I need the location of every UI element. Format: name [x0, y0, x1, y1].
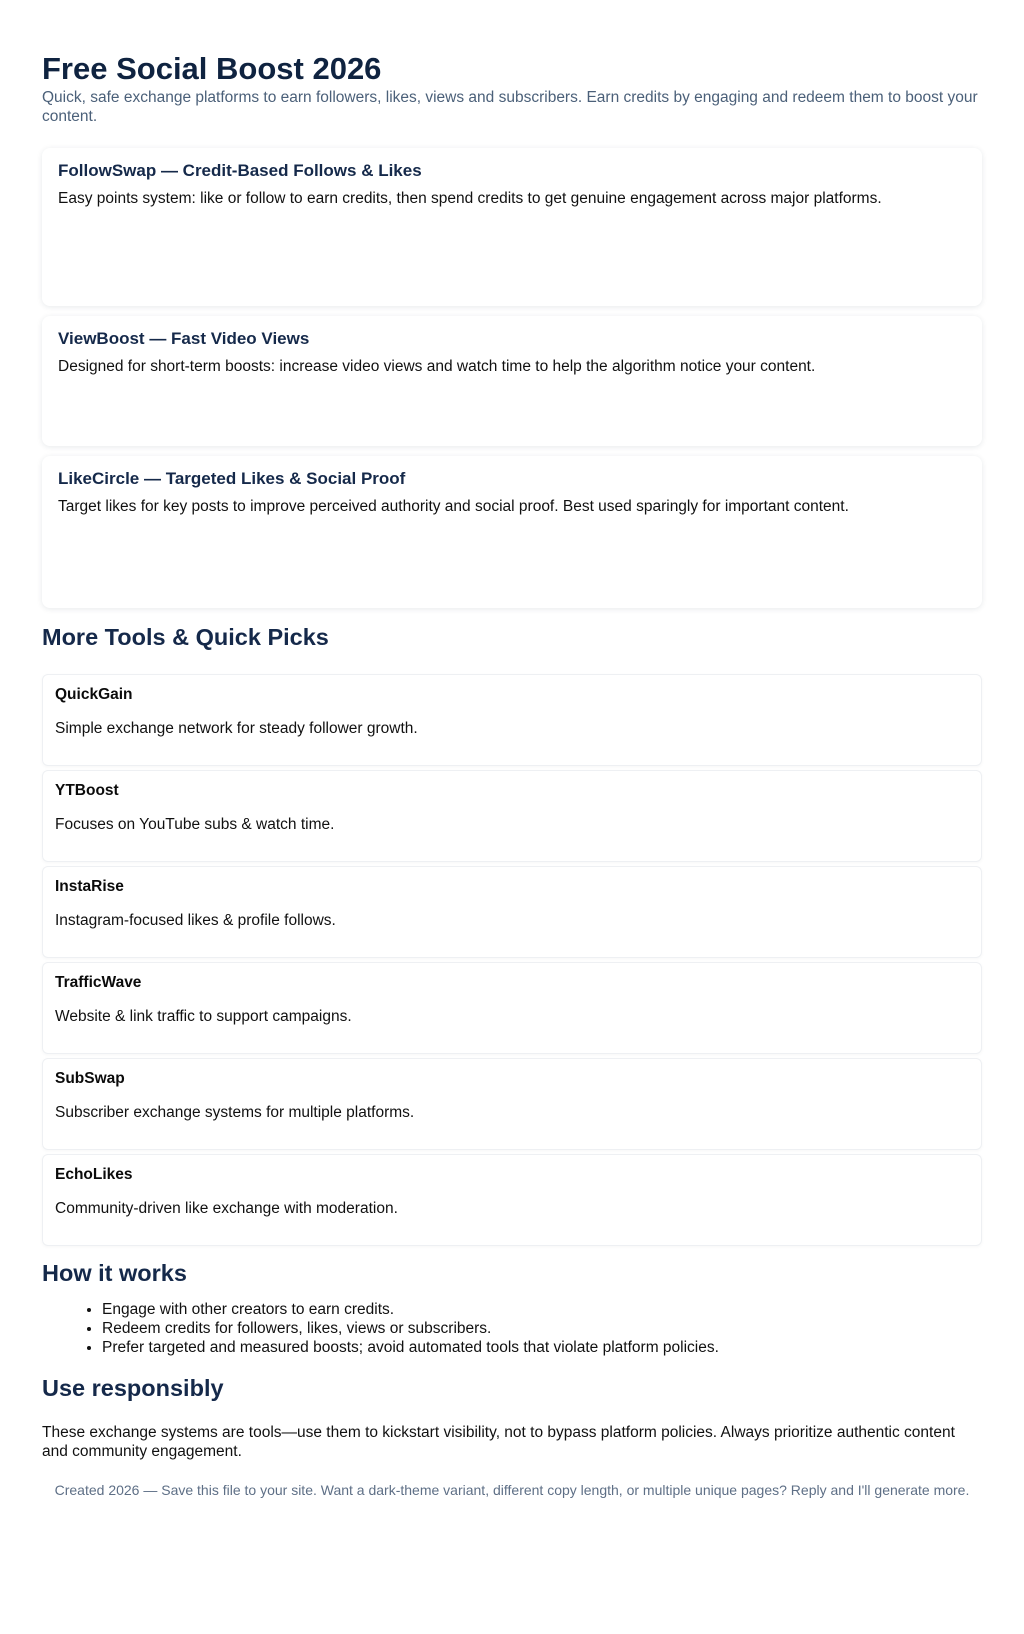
tool-name: TrafficWave: [55, 974, 142, 991]
tool-name: InstaRise: [55, 878, 124, 895]
tool-item-echolikes[interactable]: [42, 1154, 982, 1246]
tool-item-subswap[interactable]: [42, 1058, 982, 1150]
tool-item-quickgain[interactable]: [42, 674, 982, 766]
featured-card-title: LikeCircle — Targeted Likes & Social Proof: [58, 469, 406, 488]
tool-item-ytboost[interactable]: [42, 770, 982, 862]
featured-card-followswap[interactable]: [42, 148, 982, 306]
featured-card-viewboost[interactable]: [42, 316, 982, 446]
steps-list: [42, 1300, 982, 1357]
more-tools-heading: More Tools & Quick Picks: [42, 624, 329, 650]
page-footer: [42, 1481, 982, 1499]
tool-name: SubSwap: [55, 1070, 125, 1087]
more-tools-section: [42, 622, 982, 1246]
tool-name: QuickGain: [55, 686, 133, 703]
how-it-works-heading: How it works: [42, 1260, 187, 1286]
tool-description: Community-driven like exchange with moderation.: [55, 1200, 398, 1217]
use-responsibly-text: These exchange systems are tools—use them to kickstart visibility, not to bypass platform policies. Always prioritize authentic content and community engagement.: [42, 1424, 955, 1460]
featured-card-description: Target likes for key posts to improve perceived authority and social proof. Best used sparingly for important content.: [58, 498, 849, 515]
tool-item-instarise[interactable]: [42, 866, 982, 958]
tool-item-trafficwave[interactable]: [42, 962, 982, 1054]
featured-list: [42, 148, 982, 608]
tool-name: YTBoost: [55, 782, 119, 799]
featured-card-description: Designed for short-term boosts: increase video views and watch time to help the algorithm notice your content.: [58, 358, 816, 375]
how-it-works-section: [42, 1258, 982, 1357]
tool-description: Instagram-focused likes & profile follows.: [55, 912, 336, 929]
tool-description: Simple exchange network for steady follower growth.: [55, 720, 418, 737]
tools-list: [42, 674, 982, 1246]
step-item: • Prefer targeted and measured boosts; avoid automated tools that violate platform policies.: [102, 1338, 982, 1357]
tool-description: Subscriber exchange systems for multiple platforms.: [55, 1104, 415, 1121]
page-subtitle: Quick, safe exchange platforms to earn followers, likes, views and subscribers. Earn credits by engaging and redeem them to boost your content.: [42, 89, 978, 125]
tool-name: EchoLikes: [55, 1166, 133, 1183]
tool-description: Focuses on YouTube subs & watch time.: [55, 816, 335, 833]
featured-card-description: Easy points system: like or follow to earn credits, then spend credits to get genuine engagement across major platforms.: [58, 190, 882, 207]
use-responsibly-heading: Use responsibly: [42, 1375, 224, 1401]
page-title: Free Social Boost 2026: [42, 51, 382, 86]
tool-description: Website & link traffic to support campaigns.: [55, 1008, 352, 1025]
step-item: • Redeem credits for followers, likes, views or subscribers.: [102, 1319, 982, 1338]
use-responsibly-section: [42, 1373, 982, 1461]
featured-card-title: FollowSwap — Credit-Based Follows & Likes: [58, 161, 422, 180]
footer-text: Created 2026 — Save this file to your site. Want a dark-theme variant, different copy length, or multiple unique pages? Reply and I'll generate more.: [54, 1482, 970, 1498]
page-header: [42, 50, 982, 126]
featured-card-title: ViewBoost — Fast Video Views: [58, 329, 310, 348]
featured-card-likecircle[interactable]: [42, 456, 982, 608]
page-container: [42, 0, 982, 1499]
step-item: • Engage with other creators to earn credits.: [102, 1300, 982, 1319]
